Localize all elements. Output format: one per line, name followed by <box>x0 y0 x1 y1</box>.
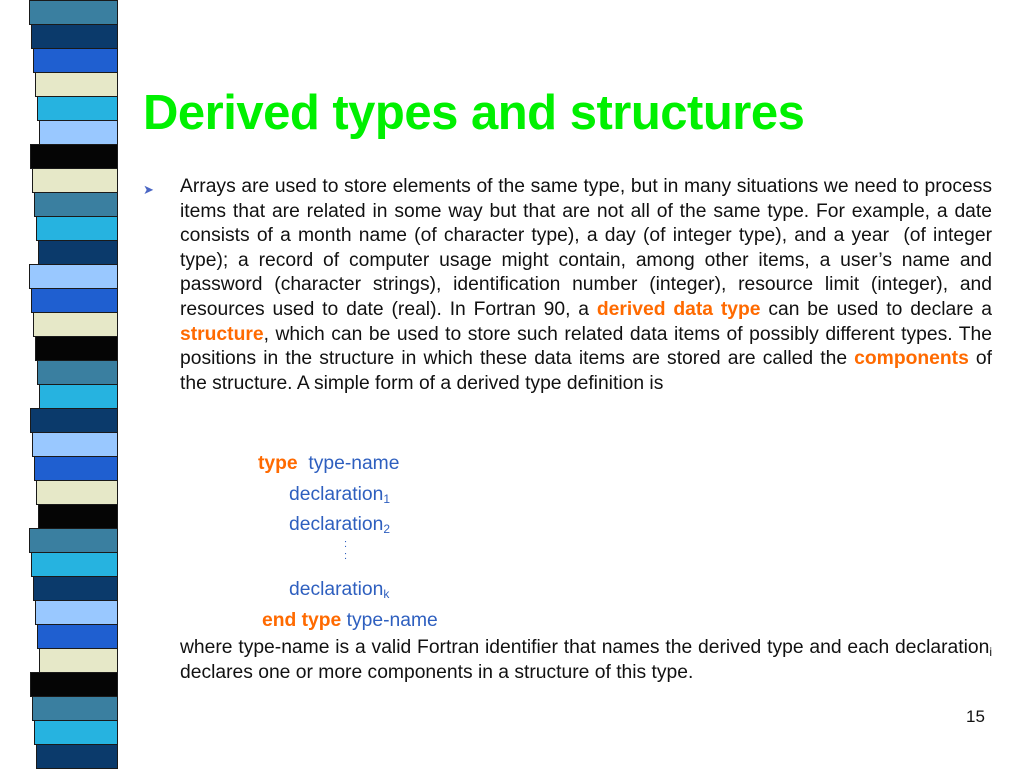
body-text-part: of the structure. A simple form of a derived type definition is <box>180 348 992 394</box>
arrow-bullet-icon: ➤ <box>143 182 154 197</box>
code-type-keyword: type <box>258 453 298 474</box>
stripe-segment <box>32 432 118 457</box>
stripe-segment <box>34 192 118 217</box>
stripe-segment <box>29 528 118 553</box>
code-declaration-word: declaration <box>289 579 384 600</box>
stripe-segment <box>33 312 118 337</box>
stripe-segment <box>38 240 118 265</box>
code-vertical-dots <box>344 538 347 562</box>
page-number: 15 <box>966 707 985 726</box>
code-declaration-k <box>289 578 389 602</box>
term-components: components <box>854 348 969 370</box>
stripe-segment <box>31 552 118 577</box>
stripe-segment <box>39 648 118 673</box>
stripe-segment <box>37 360 118 385</box>
stripe-segment <box>35 336 118 361</box>
body-paragraph <box>180 175 992 396</box>
code-subscript: 1 <box>383 492 391 506</box>
stripe-segment <box>32 168 118 193</box>
stripe-segment <box>34 456 118 481</box>
stripe-segment <box>33 576 118 601</box>
stripe-segment <box>31 24 118 49</box>
footer-text-part: where type-name is a valid Fortran identifier that names the derived type and each declaration <box>180 637 990 658</box>
code-end-keyword: end type <box>262 610 342 631</box>
code-declaration-2 <box>289 513 390 537</box>
stripe-segment <box>32 696 118 721</box>
code-type-name: type-name <box>308 453 400 474</box>
stripe-segment <box>34 720 118 745</box>
code-end-name: type-name <box>346 610 438 631</box>
stripe-segment <box>29 264 118 289</box>
stripe-segment <box>31 288 118 313</box>
code-dot: : <box>344 550 348 562</box>
code-declaration-word: declaration <box>289 514 384 535</box>
stripe-segment <box>36 480 118 505</box>
stripe-segment <box>38 504 118 529</box>
stripe-segment <box>39 120 118 145</box>
footer-subscript: i <box>989 645 992 659</box>
term-derived-data-type: derived data type <box>596 298 761 320</box>
code-end-type-line <box>262 609 438 633</box>
stripe-segment <box>37 624 118 649</box>
stripe-segment <box>35 600 118 625</box>
stripe-segment <box>36 744 118 769</box>
slide-title: Derived types and structures <box>143 86 805 140</box>
footer-paragraph <box>180 636 992 685</box>
vertical-stripe-bar <box>0 0 118 768</box>
stripe-segment <box>39 384 118 409</box>
stripe-segment <box>30 408 118 433</box>
stripe-segment <box>30 144 118 169</box>
body-text-part: can be used to declare a <box>760 298 993 320</box>
stripe-segment <box>29 0 118 25</box>
code-dot: : <box>344 538 348 550</box>
body-text-part: Arrays are used to store elements of the same type, but in many situations we need to process items that are related in some way but that are not all of the same type. For example, a date consists of a month name (of character type), a day (of integer type), and a year (of integer type); a record of computer usage might contain, among other items, a user’s name and password (character strings), identification number (integer), resource limit (integer), and resources used to date (real). In Fortran 90, a <box>180 176 992 320</box>
stripe-segment <box>37 96 118 121</box>
stripe-segment <box>33 48 118 73</box>
code-declaration-1 <box>289 483 390 507</box>
code-subscript: k <box>383 587 390 601</box>
code-subscript: 2 <box>383 522 391 536</box>
code-type-line <box>258 452 399 476</box>
stripe-segment <box>36 216 118 241</box>
code-declaration-word: declaration <box>289 484 384 505</box>
stripe-segment <box>35 72 118 97</box>
stripe-segment <box>30 672 118 697</box>
term-structure: structure <box>180 323 264 345</box>
body-text-part: , which can be used to store such related data items of possibly different types. The positions in the structure in which these data items are stored are called the <box>180 323 992 370</box>
footer-text-part: declares one or more components in a structure of this type. <box>180 661 694 683</box>
